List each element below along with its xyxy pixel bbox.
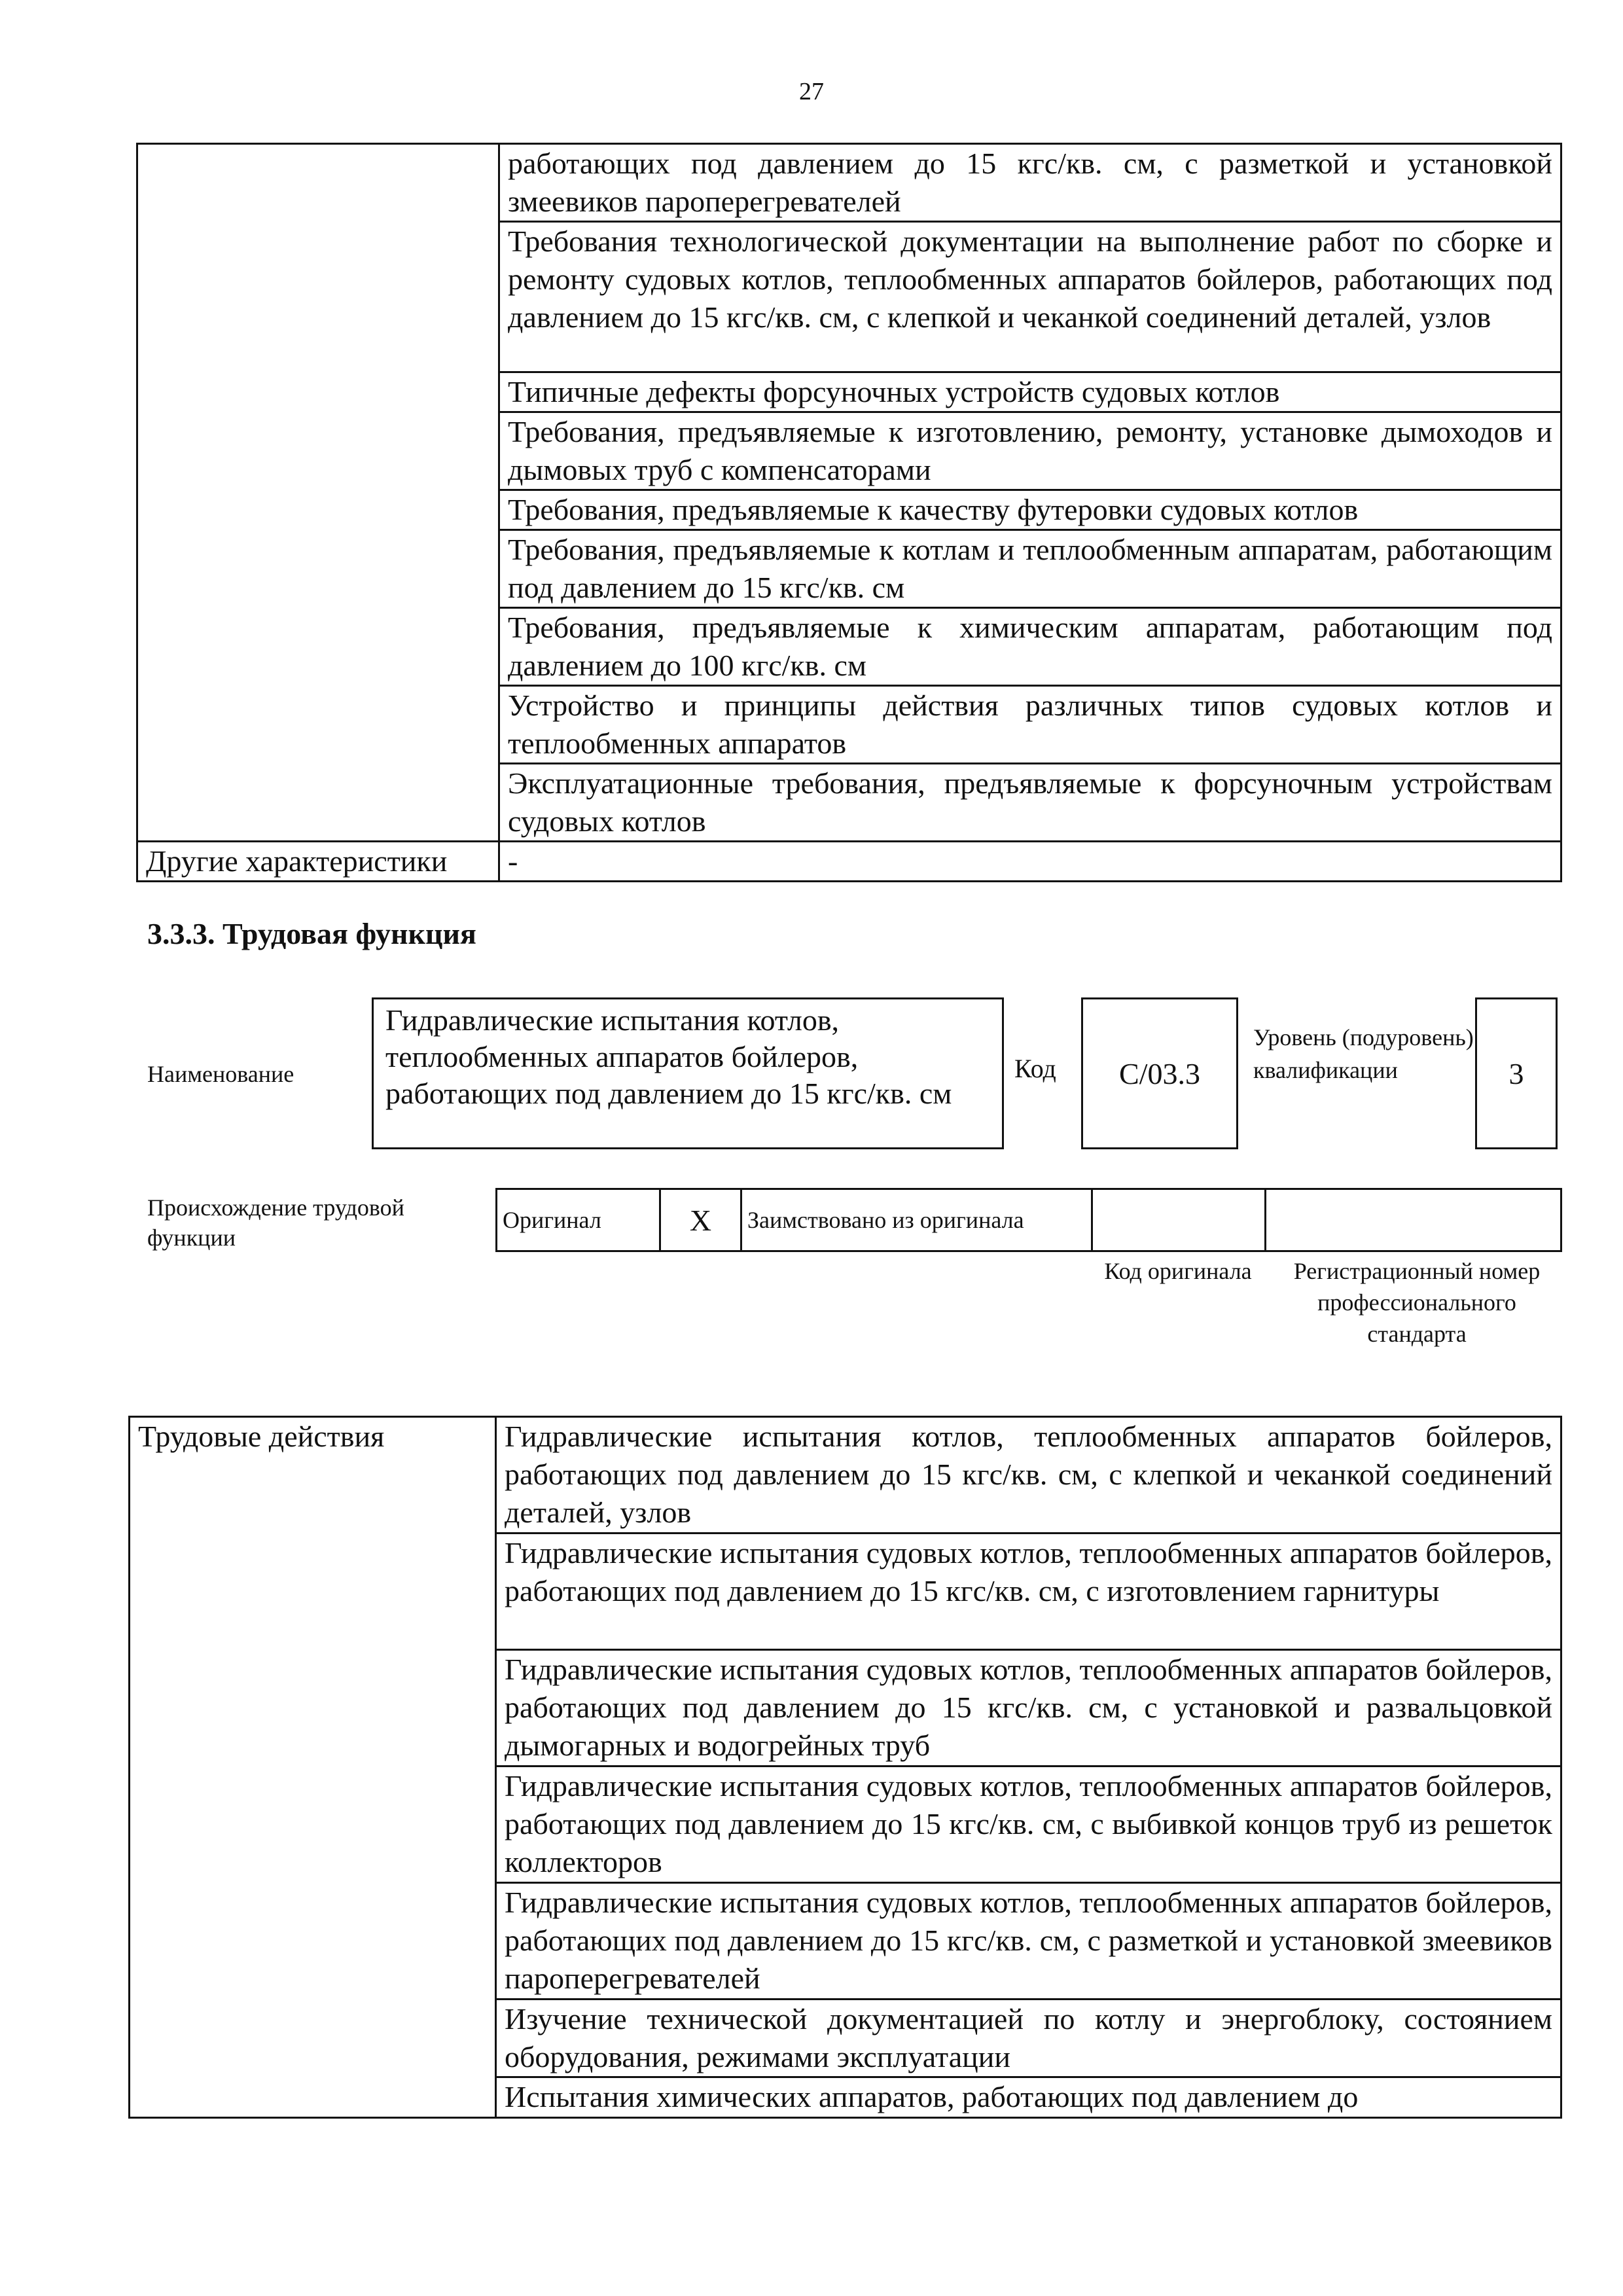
knowledge-item: Эксплуатационные требования, предъявляемые к форсуночным устройствам судовых котлов — [499, 764, 1561, 842]
registration-number-caption: Регистрационный номер профессионального стандарта — [1293, 1258, 1541, 1347]
page-number: 27 — [799, 78, 824, 105]
actions-table — [128, 1416, 1562, 2119]
knowledge-table — [136, 143, 1562, 882]
knowledge-item: работающих под давлением до 15 кгс/кв. см, с разметкой и установкой змеевиков пароперегревателей — [499, 144, 1561, 222]
knowledge-item: Типичные дефекты форсуночных устройств судовых котлов — [499, 372, 1561, 412]
action-item: Гидравлические испытания судовых котлов, теплообменных аппаратов бойлеров, работающих под давлением до 15 кгс/кв. см, с установкой и развальцовкой дымогарных и водогрейных труб — [496, 1650, 1561, 1767]
code-value: С/03.3 — [1081, 997, 1238, 1149]
action-item: Гидравлические испытания судовых котлов, теплообменных аппаратов бойлеров, работающих под давлением до 15 кгс/кв. см, с выбивкой концов труб из решеток коллекторов — [496, 1767, 1561, 1883]
section-title: 3.3.3. Трудовая функция — [147, 917, 476, 950]
origin-table — [495, 1188, 1562, 1252]
function-name: Гидравлические испытания котлов, теплообменных аппаратов бойлеров, работающих под давлением до 15 кгс/кв. см — [372, 997, 1004, 1149]
origin-label: Происхождение трудовой функции — [147, 1194, 404, 1251]
name-label: Наименование — [147, 1061, 294, 1087]
other-characteristics-value: - — [499, 842, 1561, 882]
registration-number-cell — [1266, 1189, 1561, 1251]
knowledge-item: Требования, предъявляемые к котлам и теплообменным аппаратам, работающим под давлением до 15 кгс/кв. см — [499, 530, 1561, 608]
action-item: Гидравлические испытания судовых котлов, теплообменных аппаратов бойлеров, работающих под давлением до 15 кгс/кв. см, с изготовлением гарнитуры — [496, 1534, 1561, 1650]
action-item: Гидравлические испытания судовых котлов, теплообменных аппаратов бойлеров, работающих под давлением до 15 кгс/кв. см, с разметкой и установкой змеевиков пароперегревателей — [496, 1883, 1561, 2000]
original-mark: X — [660, 1189, 741, 1251]
action-item: Изучение технической документацией по котлу и энергоблоку, состоянием оборудования, режимами эксплуатации — [496, 2000, 1561, 2077]
original-code-caption: Код оригинала — [1104, 1258, 1252, 1284]
knowledge-item: Устройство и принципы действия различных типов судовых котлов и теплообменных аппаратов — [499, 686, 1561, 764]
borrowed-label: Заимствовано из оригинала — [741, 1189, 1092, 1251]
level-value: 3 — [1475, 997, 1558, 1149]
knowledge-item: Требования технологической документации на выполнение работ по сборке и ремонту судовых котлов, теплообменных аппаратов бойлеров, работающих под давлением до 15 кгс/кв. см, с клепкой и чеканкой соединений деталей, узлов — [499, 222, 1561, 372]
action-item: Гидравлические испытания котлов, теплообменных аппаратов бойлеров, работающих под давлением до 15 кгс/кв. см, с клепкой и чеканкой соединений деталей, узлов — [496, 1417, 1561, 1534]
original-label: Оригинал — [497, 1189, 660, 1251]
actions-label: Трудовые действия — [130, 1417, 496, 2118]
knowledge-item: Требования, предъявляемые к изготовлению, ремонту, установке дымоходов и дымовых труб с компенсаторами — [499, 412, 1561, 490]
empty-label-cell — [137, 144, 499, 842]
action-item: Испытания химических аппаратов, работающих под давлением до — [496, 2077, 1561, 2118]
knowledge-item: Требования, предъявляемые к химическим аппаратам, работающим под давлением до 100 кгс/кв. см — [499, 608, 1561, 686]
level-label: Уровень (подуровень) квалификации — [1253, 1024, 1474, 1083]
knowledge-item: Требования, предъявляемые к качеству футеровки судовых котлов — [499, 490, 1561, 530]
code-label: Код — [1014, 1054, 1056, 1083]
other-characteristics-label: Другие характеристики — [137, 842, 499, 882]
original-code-cell — [1092, 1189, 1266, 1251]
